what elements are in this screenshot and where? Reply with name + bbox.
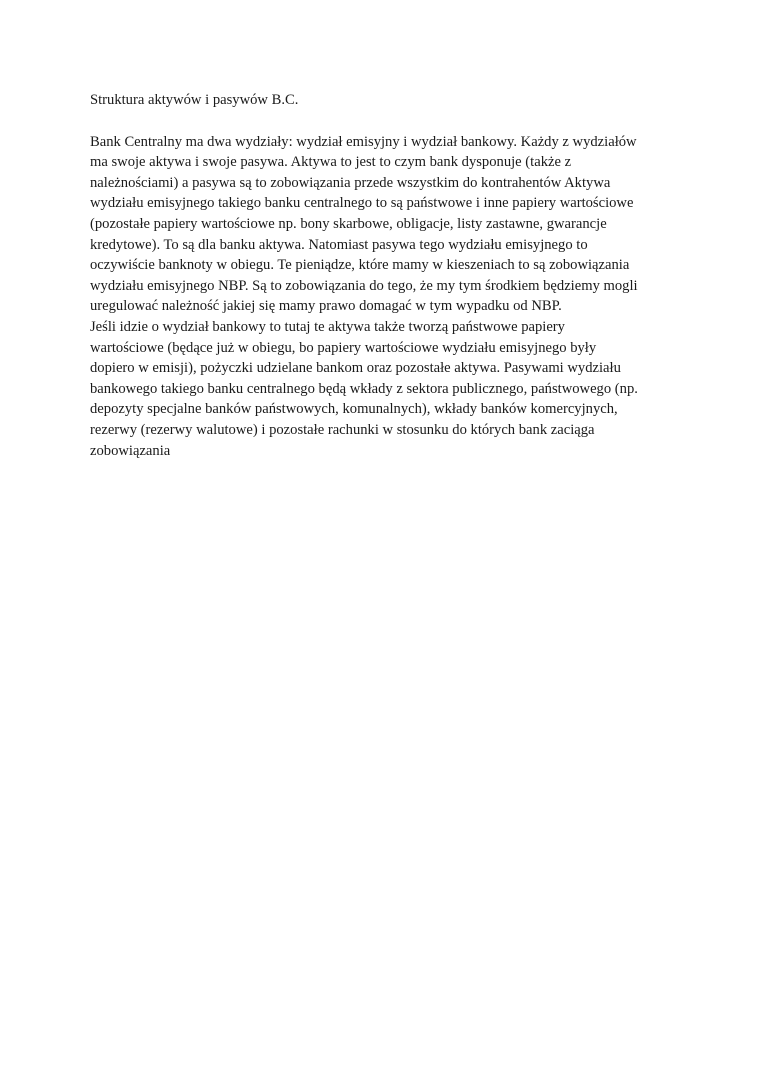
text-line: ma swoje aktywa i swoje pasywa. Aktywa to jest to czym bank dysponuje (także z bbox=[90, 154, 572, 171]
text-line: uregulować należność jakiej się mamy prawo domagać w tym wypadku od NBP. bbox=[90, 298, 562, 315]
text-line: dopiero w emisji), pożyczki udzielane bankom oraz pozostałe aktywa. Pasywami wydziału bbox=[90, 360, 621, 377]
document-title: Struktura aktywów i pasywów B.C. bbox=[90, 92, 299, 108]
text-line: wydziału emisyjnego NBP. Są to zobowiązania do tego, że my tym środkiem będziemy mogli bbox=[90, 277, 638, 294]
text-line: Jeśli idzie o wydział bankowy to tutaj te aktywa także tworzą państwowe papiery bbox=[90, 318, 565, 335]
text-line: rezerwy (rezerwy walutowe) i pozostałe rachunki w stosunku do których bank zaciąga bbox=[90, 421, 595, 438]
text-line: wartościowe (będące już w obiegu, bo papiery wartościowe wydziału emisyjnego były bbox=[90, 339, 597, 356]
text-line: zobowiązania bbox=[90, 442, 171, 459]
text-line: depozyty specjalne banków państwowych, komunalnych), wkłady banków komercyjnych, bbox=[90, 401, 618, 418]
text-line: Bank Centralny ma dwa wydziały: wydział emisyjny i wydział bankowy. Każdy z wydziałów bbox=[90, 133, 637, 150]
text-line: wydziału emisyjnego takiego banku centralnego to są państwowe i inne papiery wartościowe bbox=[90, 195, 634, 212]
text-line: należnościami) a pasywa są to zobowiązania przede wszystkim do kontrahentów Aktywa bbox=[90, 174, 611, 191]
text-line: oczywiście banknoty w obiegu. Te pieniądze, które mamy w kieszeniach to są zobowiązania bbox=[90, 257, 630, 274]
text-line: (pozostałe papiery wartościowe np. bony skarbowe, obligacje, listy zastawne, gwarancje bbox=[90, 215, 607, 232]
document-body bbox=[90, 90, 680, 461]
text-line: bankowego takiego banku centralnego będą wkłady z sektora publicznego, państwowego (np. bbox=[90, 380, 638, 397]
text-line: kredytowe). To są dla banku aktywa. Natomiast pasywa tego wydziału emisyjnego to bbox=[90, 236, 588, 253]
